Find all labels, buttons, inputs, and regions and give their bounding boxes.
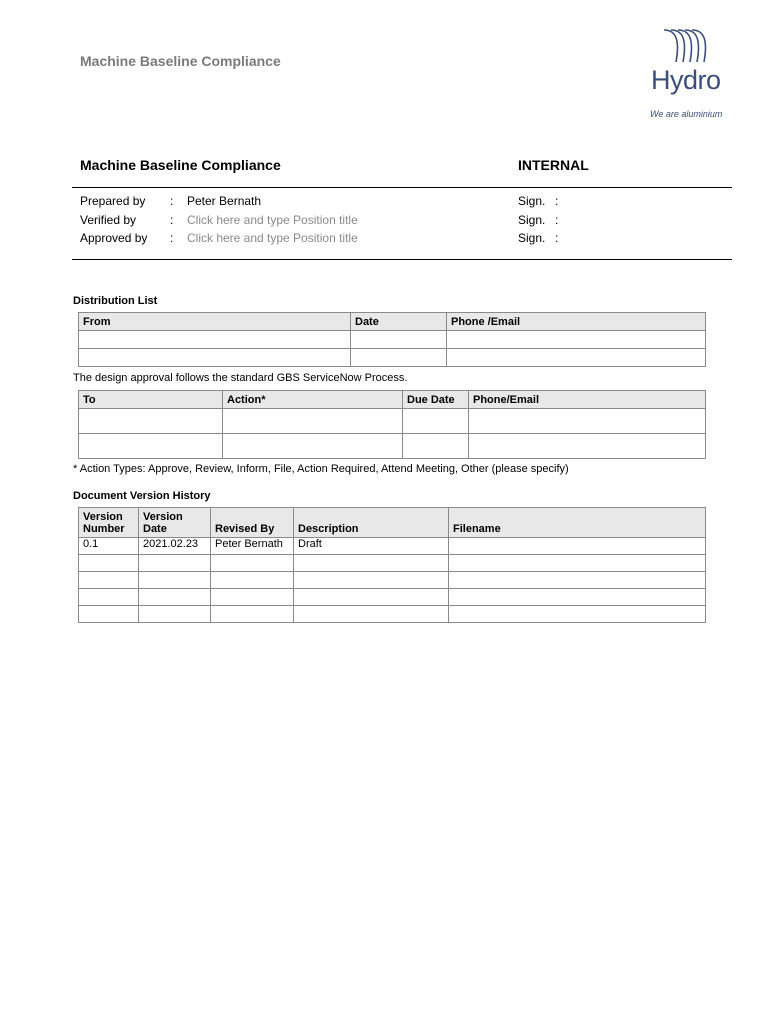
sign-label: Sign. [518, 194, 546, 208]
position-title-field[interactable]: Click here and type Position title [187, 213, 358, 227]
column-header: From [79, 313, 351, 331]
table-cell[interactable] [211, 589, 294, 606]
action-types-note: * Action Types: Approve, Review, Inform, File, Action Required, Attend Meeting, Other (please specify) [73, 463, 569, 475]
table-cell[interactable] [294, 555, 449, 572]
table-cell[interactable] [79, 331, 351, 349]
version-history-title: Document Version History [73, 490, 211, 502]
table-cell[interactable] [223, 409, 403, 434]
signature-value[interactable]: Peter Bernath [187, 194, 262, 208]
signature-label: Prepared by [80, 194, 146, 208]
table-cell[interactable] [79, 572, 139, 589]
table-row [79, 589, 706, 606]
table-cell[interactable] [449, 606, 706, 623]
table-cell[interactable] [211, 555, 294, 572]
sign-separator: : [555, 231, 559, 245]
distribution-to-table [78, 390, 706, 459]
signature-label: Approved by [80, 231, 148, 245]
table-cell[interactable]: 0.1 [79, 538, 139, 555]
column-header: Due Date [403, 391, 469, 409]
column-header: Revised By [211, 508, 294, 538]
table-cell[interactable] [139, 606, 211, 623]
table-row [79, 606, 706, 623]
column-header: To [79, 391, 223, 409]
table-cell[interactable] [79, 555, 139, 572]
table-cell[interactable] [211, 606, 294, 623]
distribution-list-title: Distribution List [73, 295, 158, 307]
table-cell[interactable] [294, 606, 449, 623]
table-cell[interactable]: 2021.02.23 [139, 538, 211, 555]
table-row [79, 409, 706, 434]
table-cell[interactable] [351, 331, 447, 349]
table-cell[interactable] [139, 555, 211, 572]
table-cell[interactable] [79, 589, 139, 606]
sign-label: Sign. [518, 231, 546, 245]
header-title: Machine Baseline Compliance [80, 53, 281, 69]
signature-label: Verified by [80, 213, 137, 227]
logo-tagline: We are aluminium [650, 109, 723, 119]
column-header: Version Date [139, 508, 211, 538]
classification-label: INTERNAL [518, 157, 589, 173]
table-cell[interactable] [79, 606, 139, 623]
table-cell[interactable] [449, 538, 706, 555]
table-row [79, 538, 706, 555]
hydro-wave-icon [662, 28, 712, 64]
version-history-table [78, 507, 706, 623]
column-header: Date [351, 313, 447, 331]
table-row [79, 349, 706, 367]
table-cell[interactable] [139, 589, 211, 606]
document-title: Machine Baseline Compliance [80, 157, 281, 173]
column-header: Phone/Email [469, 391, 706, 409]
table-cell[interactable] [79, 409, 223, 434]
column-header: Version Number [79, 508, 139, 538]
column-header: Phone /Email [447, 313, 706, 331]
signature-separator: : [170, 213, 174, 227]
table-cell[interactable] [79, 349, 351, 367]
table-cell[interactable] [294, 572, 449, 589]
table-cell[interactable] [403, 434, 469, 459]
column-header: Filename [449, 508, 706, 538]
distribution-from-table [78, 312, 706, 367]
table-cell[interactable] [449, 572, 706, 589]
signature-separator: : [170, 231, 174, 245]
table-cell[interactable] [469, 434, 706, 459]
table-cell[interactable] [351, 349, 447, 367]
table-row [79, 572, 706, 589]
logo-text: Hydro [651, 65, 721, 95]
table-row [79, 555, 706, 572]
sign-label: Sign. [518, 213, 546, 227]
table-cell[interactable] [79, 434, 223, 459]
table-cell[interactable] [447, 349, 706, 367]
column-header: Description [294, 508, 449, 538]
table-cell[interactable] [449, 555, 706, 572]
sign-separator: : [555, 213, 559, 227]
signature-separator: : [170, 194, 174, 208]
table-cell[interactable] [211, 572, 294, 589]
table-cell[interactable]: Draft [294, 538, 449, 555]
divider-top [72, 187, 732, 188]
table-row [79, 331, 706, 349]
position-title-field[interactable]: Click here and type Position title [187, 231, 358, 245]
table-cell[interactable] [447, 331, 706, 349]
table-cell[interactable] [449, 589, 706, 606]
table-row [79, 434, 706, 459]
divider-bottom [72, 259, 732, 260]
table-cell[interactable] [294, 589, 449, 606]
table-cell[interactable] [469, 409, 706, 434]
table-cell[interactable] [403, 409, 469, 434]
approval-note: The design approval follows the standard GBS ServiceNow Process. [73, 372, 408, 384]
table-cell[interactable] [223, 434, 403, 459]
table-cell[interactable]: Peter Bernath [211, 538, 294, 555]
sign-separator: : [555, 194, 559, 208]
column-header: Action* [223, 391, 403, 409]
table-cell[interactable] [139, 572, 211, 589]
